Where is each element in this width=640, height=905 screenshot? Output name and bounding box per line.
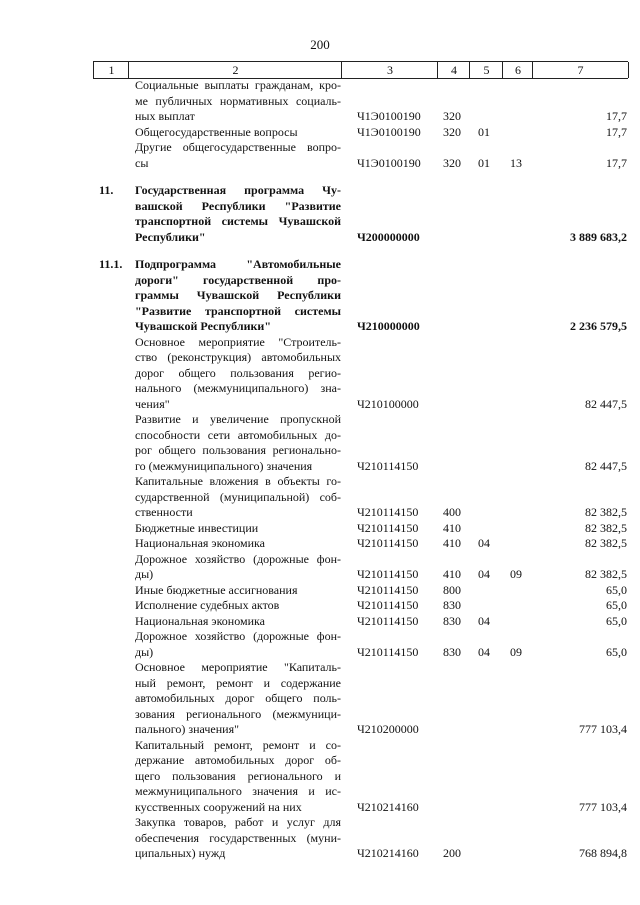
row-col-5: 01 <box>478 124 490 139</box>
row-col-4: 830 <box>443 644 461 659</box>
header-col-4: 4 <box>437 62 470 78</box>
table-row <box>93 125 628 141</box>
row-code: Ч1Э0100190 <box>357 155 421 170</box>
table-row <box>93 552 628 583</box>
row-col-4: 200 <box>443 846 461 860</box>
table-row <box>93 583 628 599</box>
row-col-4: 830 <box>443 598 461 612</box>
row-amount: 2 236 579,5 <box>570 319 627 333</box>
row-amount: 777 103,4 <box>579 722 627 736</box>
row-description: Основное мероприятие "Строитель- ство (реконструкция) автомобильных дорог общего пользования регио- нального (межмуниципального) зна- чения" <box>135 334 341 411</box>
table-row <box>93 521 628 537</box>
row-code: Ч210214160 <box>357 799 419 814</box>
row-amount: 777 103,4 <box>579 799 627 814</box>
row-amount: 3 889 683,2 <box>570 229 627 244</box>
row-code: Ч210214160 <box>357 846 419 860</box>
row-amount: 82 447,5 <box>585 396 627 411</box>
row-amount: 82 382,5 <box>585 567 627 581</box>
row-amount: 65,0 <box>606 613 627 628</box>
row-code: Ч1Э0100190 <box>357 109 421 123</box>
row-code: Ч210000000 <box>357 319 420 333</box>
row-description: Другие общегосударственные вопро- сы <box>135 140 341 170</box>
table-row <box>93 335 628 413</box>
row-col-4: 800 <box>443 582 461 597</box>
row-col-4: 320 <box>443 109 461 123</box>
row-amount: 82 447,5 <box>585 458 627 473</box>
row-amount: 82 382,5 <box>585 536 627 550</box>
table-row <box>93 815 628 862</box>
header-col-6: 6 <box>502 62 533 78</box>
row-description: Дорожное хозяйство (дорожные фон- ды) <box>135 551 341 581</box>
row-description: Исполнение судебных актов <box>135 598 280 612</box>
row-description: Основное мероприятие "Капиталь- ный ремонт, ремонт и содержание автомобильных дорог общего поль- зования регионального (межмуници- пального) значения" <box>135 660 341 736</box>
table-header <box>93 61 628 79</box>
table-row <box>93 183 628 245</box>
row-col-4: 400 <box>443 505 461 519</box>
page-number: 200 <box>310 37 330 52</box>
row-description: Иные бюджетные ассигнования <box>135 582 298 597</box>
table-row <box>93 614 628 630</box>
header-col-7: 7 <box>532 62 629 78</box>
table-row <box>93 474 628 521</box>
row-col-6: 13 <box>510 155 522 170</box>
row-amount: 65,0 <box>606 644 627 659</box>
row-description: Социальные выплаты гражданам, кро- ме публичных нормативных социаль- ных выплат <box>135 78 341 123</box>
row-col-4: 830 <box>443 613 461 628</box>
table-row <box>93 140 628 171</box>
row-code: Ч210200000 <box>357 722 419 736</box>
row-code: Ч210114150 <box>357 613 419 628</box>
row-amount: 17,7 <box>606 155 627 170</box>
row-amount: 17,7 <box>606 124 627 139</box>
row-col-5: 04 <box>478 644 490 659</box>
table-row <box>93 412 628 474</box>
row-number: 11.1. <box>99 257 123 271</box>
row-amount: 768 894,8 <box>579 846 627 860</box>
table-row <box>93 629 628 660</box>
row-code: Ч210100000 <box>357 396 419 411</box>
row-col-6: 09 <box>510 644 522 659</box>
row-col-4: 410 <box>443 567 461 581</box>
row-code: Ч210114150 <box>357 536 419 550</box>
header-col-3: 3 <box>341 62 438 78</box>
row-code: Ч210114150 <box>357 598 419 612</box>
row-col-5: 04 <box>478 613 490 628</box>
row-description: Дорожное хозяйство (дорожные фон- ды) <box>135 629 341 659</box>
row-code: Ч200000000 <box>357 229 420 244</box>
row-col-4: 410 <box>443 520 461 535</box>
header-col-2: 2 <box>128 62 342 78</box>
row-col-4: 320 <box>443 124 461 139</box>
table-row <box>93 536 628 552</box>
row-amount: 82 382,5 <box>585 505 627 519</box>
row-description: Развитие и увеличение пропускной способности сети автомобильных до- рог общего пользования регионально- го (межмуниципального) значения <box>135 412 341 473</box>
row-code: Ч210114150 <box>357 458 419 473</box>
row-amount: 17,7 <box>606 109 627 123</box>
row-description: Капитальные вложения в объекты го- сударственной (муниципальной) соб- ственности <box>135 474 341 519</box>
table-row <box>93 257 628 335</box>
row-amount: 65,0 <box>606 582 627 597</box>
row-description: Закупка товаров, работ и услуг для обеспечения государственных (муни- ципальных) нужд <box>135 815 341 860</box>
header-col-1: 1 <box>93 62 129 78</box>
row-description: Национальная экономика <box>135 613 265 628</box>
row-code: Ч1Э0100190 <box>357 124 421 139</box>
row-col-5: 04 <box>478 536 490 550</box>
table-row <box>93 738 628 816</box>
row-code: Ч210114150 <box>357 505 419 519</box>
row-amount: 82 382,5 <box>585 520 627 535</box>
header-col-5: 5 <box>469 62 503 78</box>
table-row <box>93 660 628 738</box>
table-row <box>93 598 628 614</box>
row-description: Бюджетные инвестиции <box>135 520 259 535</box>
row-col-6: 09 <box>510 567 522 581</box>
row-description: Капитальный ремонт, ремонт и со- держание автомобильных дорог об- щего пользования регионального и межмуниципального значения и ис- кусственных сооружений на них <box>135 737 341 814</box>
row-col-5: 01 <box>478 155 490 170</box>
row-description: Подпрограмма "Автомобильные дороги" государственной про- граммы Чувашской Республики "Развитие транспортной системы Чувашской Республики" <box>135 257 341 333</box>
row-number: 11. <box>99 183 114 197</box>
row-col-5: 04 <box>478 567 490 581</box>
row-code: Ч210114150 <box>357 582 419 597</box>
row-col-4: 320 <box>443 155 461 170</box>
row-code: Ч210114150 <box>357 567 419 581</box>
table-row <box>93 78 628 125</box>
row-description: Национальная экономика <box>135 536 265 550</box>
row-amount: 65,0 <box>606 598 627 612</box>
row-code: Ч210114150 <box>357 520 419 535</box>
row-code: Ч210114150 <box>357 644 419 659</box>
row-description: Общегосударственные вопросы <box>135 124 298 139</box>
row-col-4: 410 <box>443 536 461 550</box>
row-description: Государственная программа Чу- вашской Республики "Развитие транспортной системы Чувашской Республики" <box>135 183 341 244</box>
